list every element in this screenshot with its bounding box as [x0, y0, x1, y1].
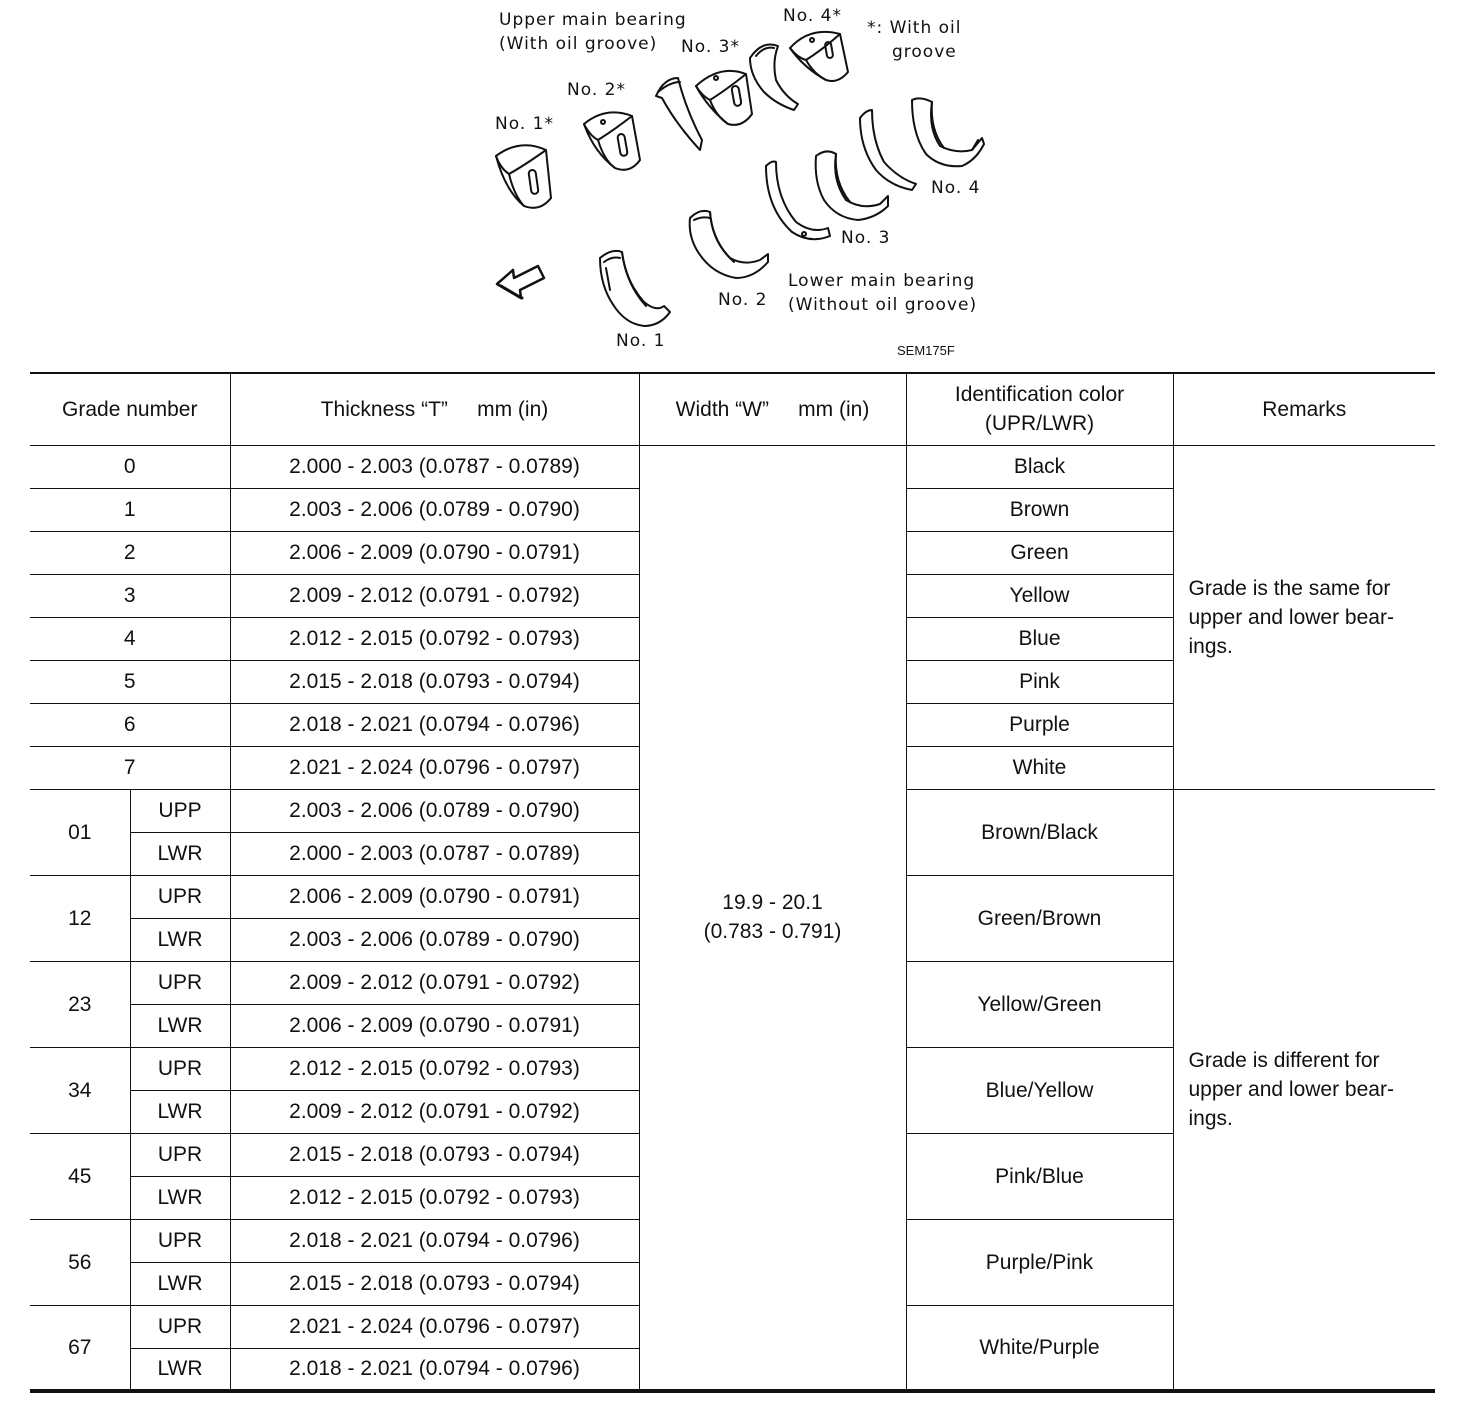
- thickness-cell: 2.009 - 2.012 (0.0791 - 0.0792): [230, 961, 639, 1004]
- color-cell: White: [906, 746, 1173, 789]
- grade-cell: 2: [30, 531, 230, 574]
- grade-cell: 67: [30, 1305, 130, 1391]
- thickness-cell: 2.009 - 2.012 (0.0791 - 0.0792): [230, 574, 639, 617]
- color-cell: Yellow: [906, 574, 1173, 617]
- upper-label-cell: UPR: [130, 1305, 230, 1348]
- upper-label-cell: UPR: [130, 1219, 230, 1262]
- thickness-cell: 2.006 - 2.009 (0.0790 - 0.0791): [230, 875, 639, 918]
- thickness-cell: 2.012 - 2.015 (0.0792 - 0.0793): [230, 1047, 639, 1090]
- thickness-cell: 2.003 - 2.006 (0.0789 - 0.0790): [230, 918, 639, 961]
- thickness-cell: 2.015 - 2.018 (0.0793 - 0.0794): [230, 1262, 639, 1305]
- thickness-cell: 2.015 - 2.018 (0.0793 - 0.0794): [230, 660, 639, 703]
- header-identification-color: [906, 373, 1173, 445]
- upper-label-cell: UPP: [130, 789, 230, 832]
- upper-label-cell: UPR: [130, 1133, 230, 1176]
- front-arrow-icon: [497, 266, 544, 298]
- bearing-illustration: [0, 0, 1472, 365]
- lower-bearing-title: Lower main bearing: [788, 271, 976, 291]
- upper-bearing-no4-icon: [750, 32, 848, 110]
- grade-cell: 01: [30, 789, 130, 875]
- upper-bearing-title: Upper main bearing: [499, 10, 687, 30]
- thickness-cell: 2.000 - 2.003 (0.0787 - 0.0789): [230, 832, 639, 875]
- color-cell: Pink/Blue: [906, 1133, 1173, 1219]
- upper-label-cell: UPR: [130, 961, 230, 1004]
- lower-label-cell: LWR: [130, 1176, 230, 1219]
- figure-id: SEM175F: [897, 343, 955, 358]
- oil-groove-note-cont: groove: [892, 42, 957, 62]
- table-header-row: [30, 373, 1435, 445]
- thickness-cell: 2.018 - 2.021 (0.0794 - 0.0796): [230, 703, 639, 746]
- grade-cell: 34: [30, 1047, 130, 1133]
- thickness-cell: 2.021 - 2.024 (0.0796 - 0.0797): [230, 1305, 639, 1348]
- thickness-cell: 2.015 - 2.018 (0.0793 - 0.0794): [230, 1133, 639, 1176]
- upper-no4-label: No. 4*: [783, 6, 842, 26]
- header-remarks: Remarks: [1173, 373, 1435, 445]
- remark-diff-line3: ings.: [1188, 1106, 1233, 1130]
- lower-no4-label: No. 4: [931, 178, 981, 198]
- width-value: 19.9 - 20.1: [722, 891, 823, 915]
- remark-same-line1: Grade is the same for: [1188, 576, 1391, 600]
- grade-cell: 23: [30, 961, 130, 1047]
- header-grade-number: Grade number: [30, 373, 230, 445]
- grade-cell: 0: [30, 445, 230, 488]
- thickness-cell: 2.012 - 2.015 (0.0792 - 0.0793): [230, 617, 639, 660]
- remark-same-line3: ings.: [1188, 634, 1233, 658]
- color-cell: Green: [906, 531, 1173, 574]
- thickness-cell: 2.021 - 2.024 (0.0796 - 0.0797): [230, 746, 639, 789]
- color-cell: Purple/Pink: [906, 1219, 1173, 1305]
- color-cell: White/Purple: [906, 1305, 1173, 1391]
- thickness-cell: 2.012 - 2.015 (0.0792 - 0.0793): [230, 1176, 639, 1219]
- upper-bearing-subtitle: (With oil groove): [499, 34, 658, 54]
- color-cell: Brown/Black: [906, 789, 1173, 875]
- grade-cell: 1: [30, 488, 230, 531]
- lower-label-cell: LWR: [130, 1348, 230, 1391]
- color-cell: Black: [906, 445, 1173, 488]
- remark-same-grade: [1173, 445, 1435, 789]
- thickness-cell: 2.000 - 2.003 (0.0787 - 0.0789): [230, 445, 639, 488]
- header-color-line1: Identification color: [954, 383, 1125, 407]
- grade-cell: 5: [30, 660, 230, 703]
- thickness-cell: 2.003 - 2.006 (0.0789 - 0.0790): [230, 488, 639, 531]
- lower-label-cell: LWR: [130, 832, 230, 875]
- header-color-line2: (UPR/LWR): [984, 412, 1095, 436]
- bearing-grade-table: [30, 372, 1435, 1393]
- lower-no3-label: No. 3: [841, 228, 891, 248]
- color-cell: Blue: [906, 617, 1173, 660]
- grade-cell: 12: [30, 875, 130, 961]
- width-cell: [639, 445, 906, 1391]
- upper-no2-label: No. 2*: [567, 80, 626, 100]
- lower-no2-label: No. 2: [718, 290, 768, 310]
- table-row: [30, 445, 1435, 488]
- width-value-inches: (0.783 - 0.791): [703, 920, 842, 944]
- thickness-cell: 2.006 - 2.009 (0.0790 - 0.0791): [230, 531, 639, 574]
- header-width: Width “W” mm (in): [639, 373, 906, 445]
- upper-bearing-no3-icon: [656, 71, 752, 150]
- grade-cell: 45: [30, 1133, 130, 1219]
- upper-bearing-no2-icon: [584, 112, 640, 169]
- lower-bearing-no2-icon: [690, 211, 768, 278]
- upper-label-cell: UPR: [130, 875, 230, 918]
- thickness-cell: 2.009 - 2.012 (0.0791 - 0.0792): [230, 1090, 639, 1133]
- grade-cell: 3: [30, 574, 230, 617]
- lower-label-cell: LWR: [130, 1090, 230, 1133]
- upper-bearing-no1-icon: [496, 145, 551, 208]
- header-thickness: Thickness “T” mm (in): [230, 373, 639, 445]
- color-cell: Green/Brown: [906, 875, 1173, 961]
- thickness-cell: 2.006 - 2.009 (0.0790 - 0.0791): [230, 1004, 639, 1047]
- color-cell: Pink: [906, 660, 1173, 703]
- remark-diff-line1: Grade is different for: [1188, 1048, 1380, 1072]
- lower-bearing-no1-icon: [600, 251, 670, 326]
- remark-same-line2: upper and lower bear-: [1188, 605, 1394, 629]
- oil-groove-note: *: With oil: [867, 18, 962, 38]
- lower-bearing-subtitle: (Without oil groove): [788, 295, 978, 315]
- thickness-cell: 2.018 - 2.021 (0.0794 - 0.0796): [230, 1219, 639, 1262]
- remark-different-grade: [1173, 789, 1435, 1391]
- color-cell: Brown: [906, 488, 1173, 531]
- color-cell: Blue/Yellow: [906, 1047, 1173, 1133]
- remark-diff-line2: upper and lower bear-: [1188, 1077, 1394, 1101]
- upper-no3-label: No. 3*: [681, 37, 740, 57]
- color-cell: Purple: [906, 703, 1173, 746]
- thickness-cell: 2.003 - 2.006 (0.0789 - 0.0790): [230, 789, 639, 832]
- grade-cell: 4: [30, 617, 230, 660]
- upper-label-cell: UPR: [130, 1047, 230, 1090]
- lower-label-cell: LWR: [130, 1004, 230, 1047]
- lower-label-cell: LWR: [130, 1262, 230, 1305]
- upper-no1-label: No. 1*: [495, 114, 554, 134]
- thickness-cell: 2.018 - 2.021 (0.0794 - 0.0796): [230, 1348, 639, 1391]
- lower-no1-label: No. 1: [616, 331, 666, 351]
- grade-cell: 6: [30, 703, 230, 746]
- grade-cell: 56: [30, 1219, 130, 1305]
- lower-label-cell: LWR: [130, 918, 230, 961]
- grade-cell: 7: [30, 746, 230, 789]
- color-cell: Yellow/Green: [906, 961, 1173, 1047]
